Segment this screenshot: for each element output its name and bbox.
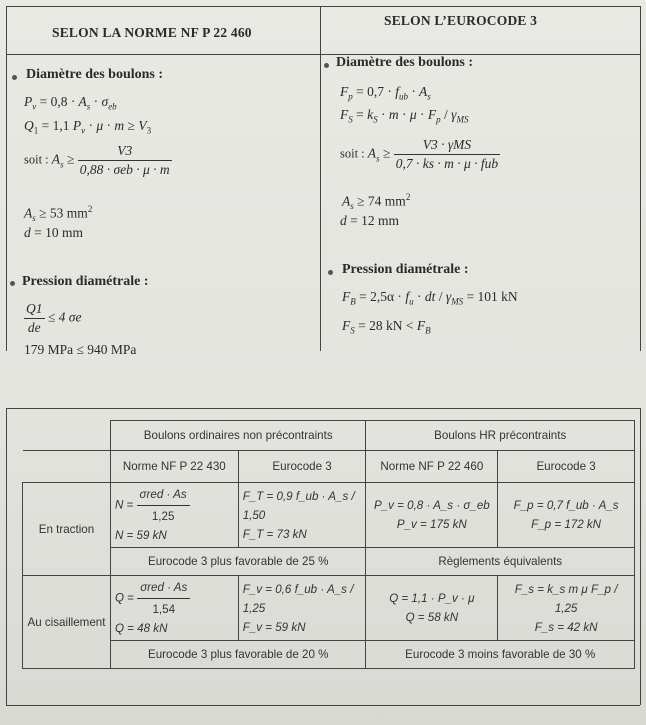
table-frame-right [640, 408, 641, 705]
traction-nf430-formula [115, 485, 234, 526]
table-corner-2 [23, 451, 111, 483]
traction-nf430-fraction [137, 485, 190, 526]
left-pressure-title: Pression diamétrale : [22, 274, 149, 289]
comparison-table [22, 420, 635, 669]
shear-nf430-result: Q = 48 kN [114, 622, 168, 635]
shear-nf460-formula: Q = 1,1 · P_v · μ [389, 592, 475, 605]
shear-nf460-cell [366, 576, 498, 641]
traction-note-left: Eurocode 3 plus favorable de 25 % [110, 548, 366, 576]
traction-nf430-num: σred · As [137, 485, 190, 506]
left-pressure-rhs: ≤ 4 σe [47, 309, 82, 325]
shear-ec3b-cell [498, 576, 635, 641]
right-soit-formula: soit : $A_s$ ≥ $\frac{\text{V3 · γMS}}{\text{0,7 · ks · m · μ · fub}}$ [340, 137, 499, 171]
left-fraction-den: 0,88 · σeb · μ · m [79, 162, 170, 177]
traction-ec3b-formula: F_p = 0,7 f_ub · A_s [513, 499, 619, 512]
table-frame-bottom [6, 705, 640, 706]
shear-note-left: Eurocode 3 plus favorable de 20 % [110, 641, 366, 669]
right-result-d: d = 12 mm [340, 213, 399, 228]
right-fraction [394, 137, 500, 172]
shear-nf430-fraction [137, 578, 190, 619]
header-ordinary-bolts: Boulons ordinaires non précontraints [110, 421, 366, 451]
right-eq-fp: $F_p = 0,7 \cdot f_{ub} \cdot A_s$ [340, 84, 431, 102]
table-corner [23, 421, 111, 451]
left-result-as: $A_s \ge 53$ $mm^2$ [24, 204, 93, 224]
bullet-icon [324, 63, 329, 68]
right-diameter-title: Diamètre des boulons : [336, 55, 474, 70]
traction-nf460-formula: P_v = 0,8 · A_s · σ_eb [373, 499, 490, 512]
left-pressure-den: de [27, 320, 41, 335]
frame-left [6, 6, 7, 351]
right-eq-fs: $F_S = k_S \cdot m \cdot \mu \cdot F_p / \gamma_{MS}$ [340, 107, 469, 125]
table-frame-top [6, 408, 640, 409]
header-ec3-b: Eurocode 3 [498, 451, 635, 483]
right-soit-label: soit : [340, 146, 365, 161]
header-nf-430: Norme NF P 22 430 [110, 451, 238, 483]
left-diameter-title: Diamètre des boulons : [26, 67, 164, 82]
table-frame-left [6, 408, 7, 705]
header-right: SELON L’EUROCODE 3 [384, 13, 538, 28]
left-pressure-fraction [24, 301, 45, 336]
frame-top [6, 6, 640, 7]
header-underline [6, 54, 640, 55]
column-divider [320, 6, 321, 351]
row-label-shear: Au cisaillement [23, 576, 111, 669]
left-pressure-num: Q1 [24, 301, 45, 319]
right-fraction-num: V3 · γMS [394, 137, 500, 155]
right-fraction-den: 0,7 · ks · m · μ · fub [395, 156, 499, 171]
traction-nf430-result: N = 59 kN [114, 529, 167, 542]
left-soit-formula: soit : $A_s$ ≥ $\frac{V3}{\text{0,88 · σeb · μ · m}}$ [24, 143, 170, 177]
shear-ec3a-cell [238, 576, 366, 641]
shear-nf430-formula [115, 578, 234, 619]
frame-right [640, 6, 641, 351]
bullet-icon [12, 75, 17, 80]
left-pressure-result: 179 MPa ≤ 940 MPa [24, 342, 137, 357]
header-ec3-a: Eurocode 3 [238, 451, 366, 483]
right-result-as: $A_s \ge 74$ $mm^2$ [342, 192, 411, 212]
shear-nf430-den: 1,54 [152, 603, 176, 616]
bullet-icon [10, 281, 15, 286]
traction-ec3a-cell [238, 483, 366, 548]
traction-nf460-cell [366, 483, 498, 548]
bullet-icon [328, 270, 333, 275]
shear-ec3a-result: F_v = 59 kN [242, 620, 306, 634]
traction-nf430-cell [110, 483, 238, 548]
right-pressure-eq2: $F_S = 28$ kN < $F_B$ [342, 318, 431, 336]
left-result-d: d = 10 mm [24, 225, 83, 240]
left-eq-q1: $Q_1 = 1,1$ $P_v \cdot \mu \cdot m \ge V_3$ [24, 118, 152, 136]
traction-ec3b-result: F_p = 172 kN [531, 518, 602, 531]
shear-ec3a-formula: F_v = 0,6 f_ub · A_s / 1,25 [242, 582, 354, 615]
traction-ec3a-result: F_T = 73 kN [242, 527, 307, 541]
shear-nf460-result: Q = 58 kN [405, 611, 459, 624]
right-pressure-title: Pression diamétrale : [342, 262, 469, 277]
shear-nf430-cell [110, 576, 238, 641]
shear-nf430-lhs: Q = [114, 591, 134, 605]
traction-ec3a-formula: F_T = 0,9 f_ub · A_s / 1,50 [242, 489, 355, 522]
traction-note-right: Règlements équivalents [366, 548, 635, 576]
shear-note-right: Eurocode 3 moins favorable de 30 % [366, 641, 635, 669]
traction-nf460-result: P_v = 175 kN [396, 518, 467, 531]
header-nf-460: Norme NF P 22 460 [366, 451, 498, 483]
traction-ec3b-cell [498, 483, 635, 548]
left-soit-label: soit : [24, 152, 49, 167]
right-pressure-eq1: $F_B = 2,5\alpha \cdot f_u$ · dt / $\gamma_{MS} = 101$ kN [342, 289, 518, 307]
traction-nf430-den: 1,25 [151, 510, 175, 523]
shear-nf430-num: σred · As [137, 578, 190, 599]
left-fraction [78, 143, 172, 178]
left-pressure-formula [24, 301, 81, 336]
left-fraction-num: V3 [78, 143, 172, 161]
left-eq-pv: $P_v = 0,8 \cdot A_s \cdot \sigma_{eb}$ [24, 94, 117, 112]
traction-nf430-lhs: N = [114, 498, 134, 512]
shear-ec3b-formula: F_s = k_s m μ F_p / 1,25 [514, 582, 618, 615]
header-left: SELON LA NORME NF P 22 460 [52, 25, 252, 40]
header-hr-bolts: Boulons HR précontraints [366, 421, 635, 451]
shear-ec3b-result: F_s = 42 kN [534, 620, 598, 634]
row-label-traction: En traction [23, 483, 111, 576]
